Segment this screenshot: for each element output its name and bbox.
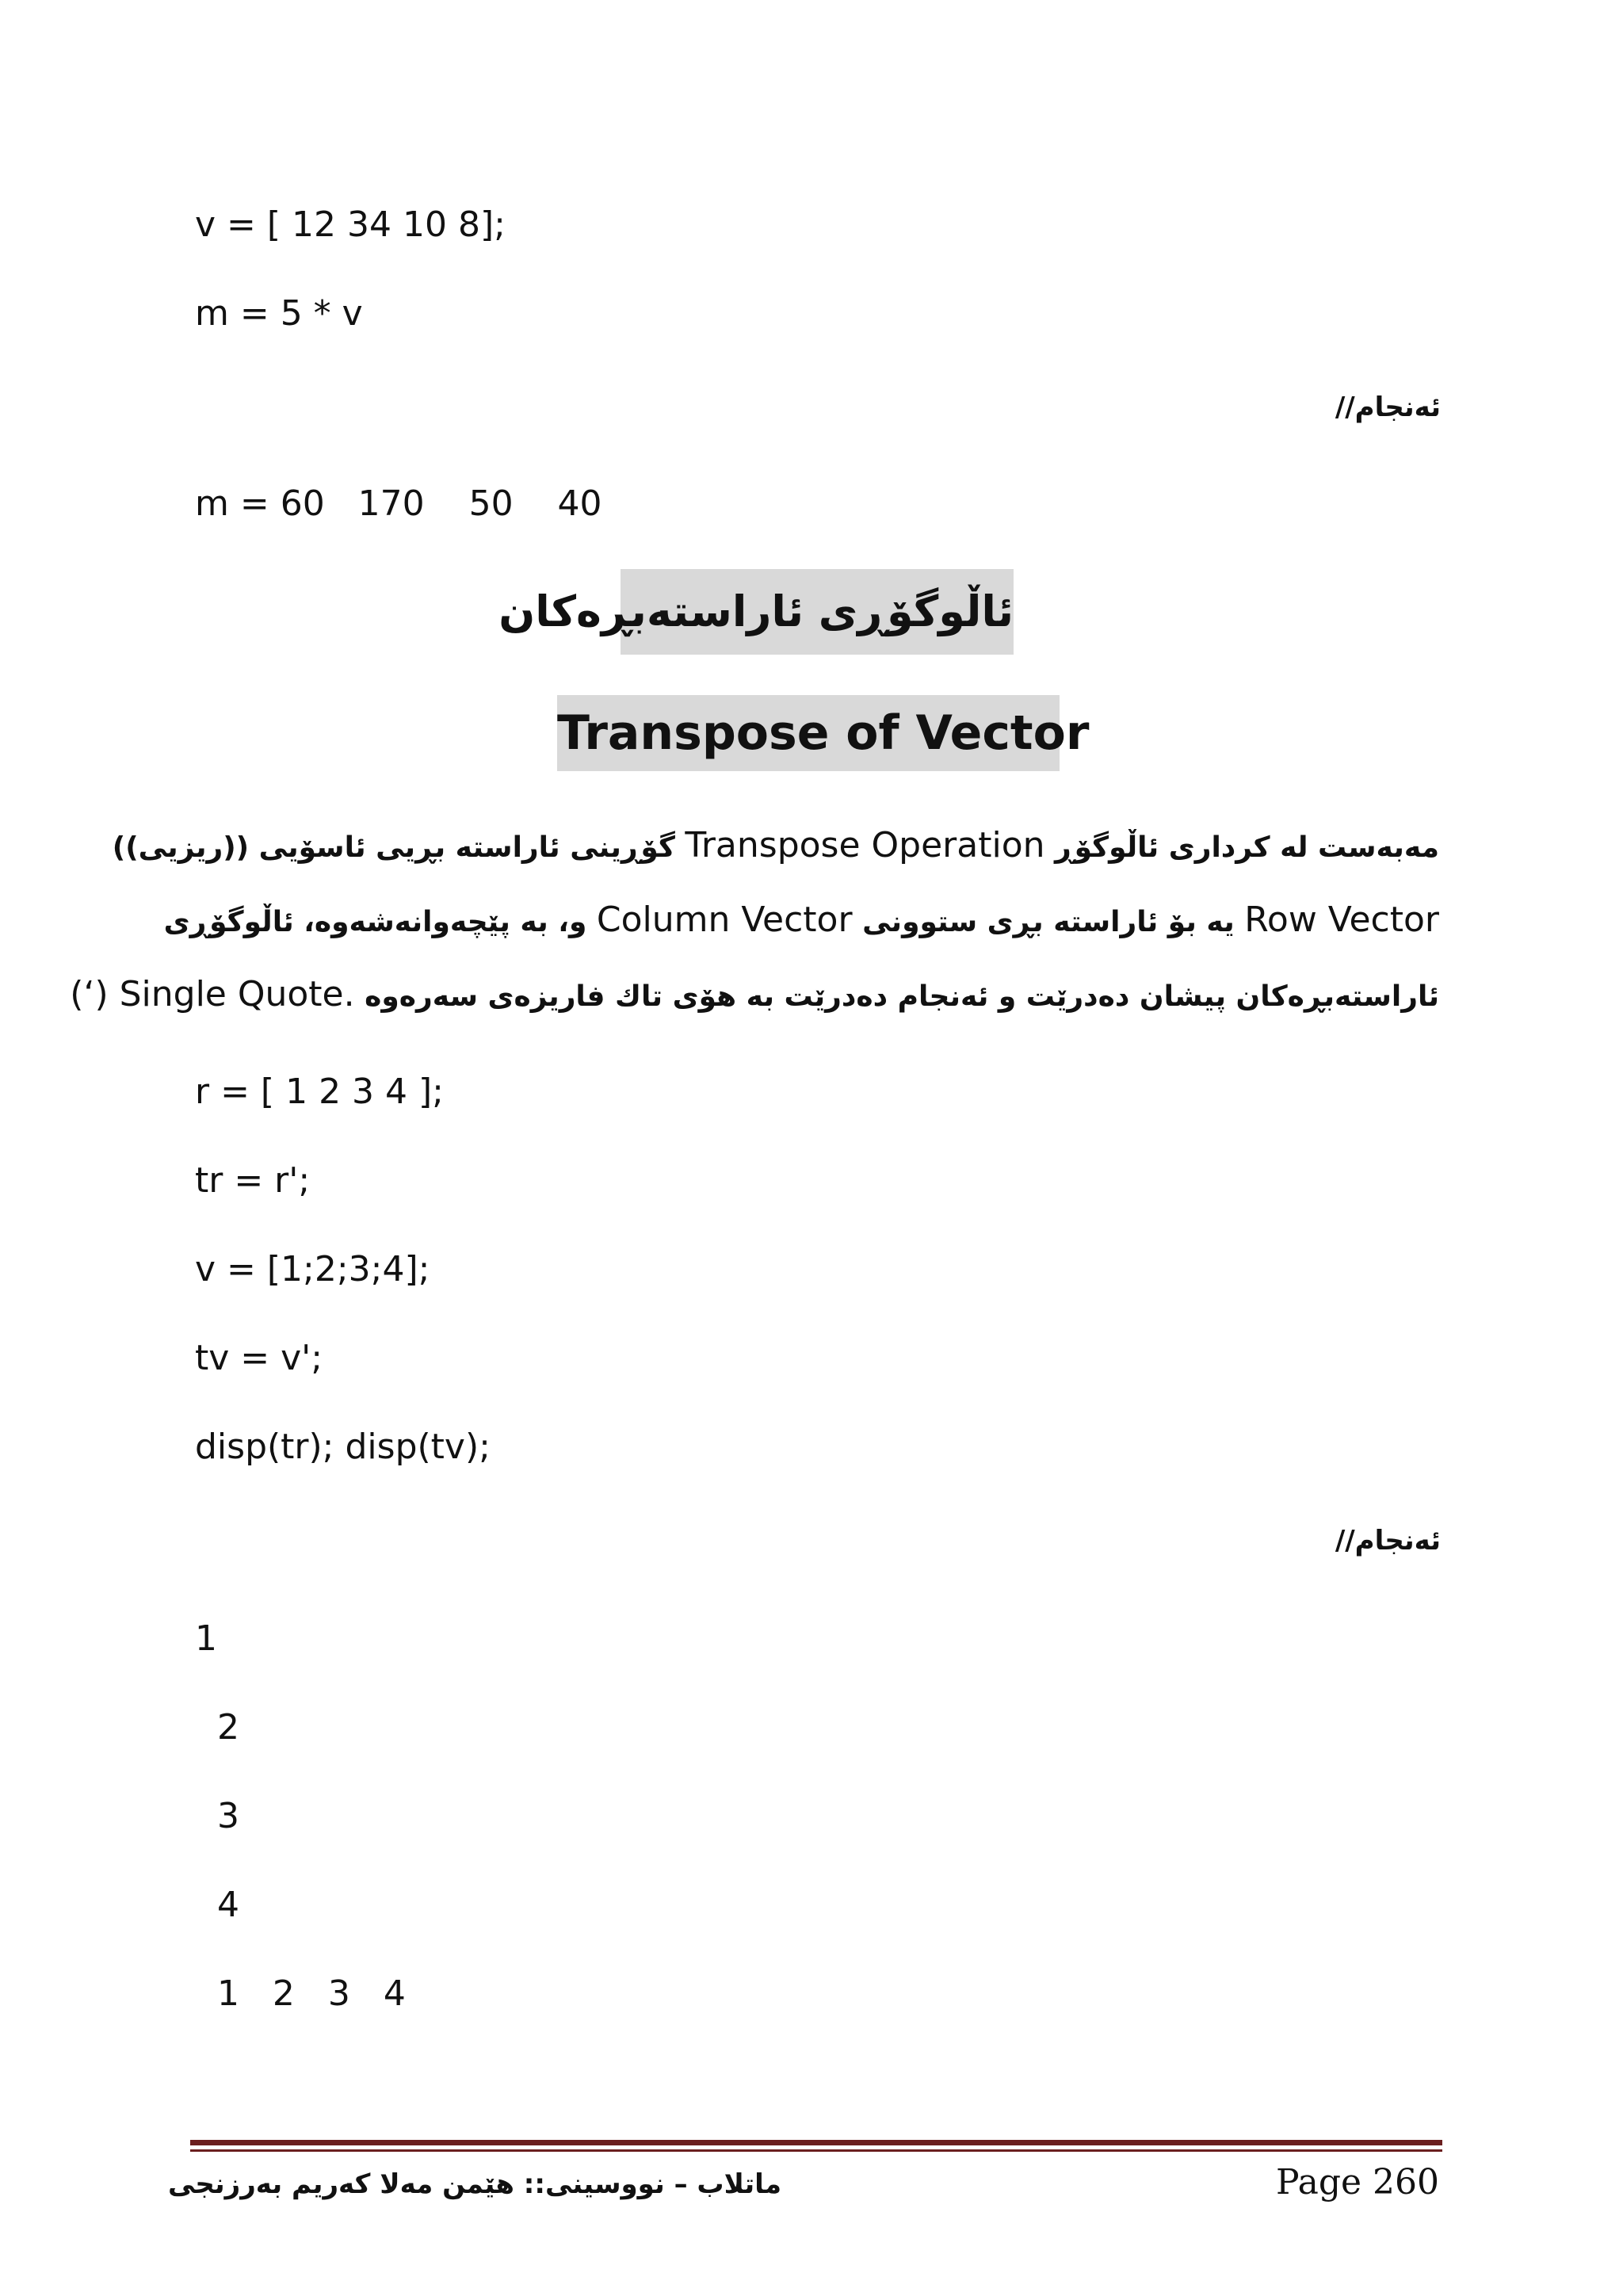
code-line: disp(tr); disp(tv);: [195, 1427, 491, 1467]
footer-author: ماتلاب – نووسینی:: هێمن مەلا کەریم بەرزنجی: [167, 2168, 781, 2200]
paragraph-line: ئاراستەبڕەکان پیشان دەدرێت و ئەنجام دەدرێت بە هۆی تاك فاریزەی سەرەوە (‘) Single Quote.: [70, 974, 1439, 1014]
section-heading-kurdish: ئاڵوگۆڕی ئاراستەبڕەکان: [621, 569, 1014, 655]
term-transpose-operation: Transpose Operation: [685, 825, 1045, 865]
footer-divider: [190, 2140, 1442, 2145]
term-single-quote: (‘) Single Quote.: [70, 974, 355, 1014]
code-line: r = [ 1 2 3 4 ];: [195, 1072, 444, 1112]
term-row-vector: Row Vector: [1244, 900, 1439, 940]
result-line: m = 60 170 50 40: [195, 483, 602, 524]
result-line: 1 2 3 4: [195, 1973, 406, 2014]
result-label: ئەنجام//: [1335, 392, 1441, 423]
code-line: m = 5 * v: [195, 293, 363, 334]
footer-divider: [190, 2149, 1442, 2152]
code-line: v = [1;2;3;4];: [195, 1249, 430, 1289]
term-column-vector: Column Vector: [596, 900, 853, 940]
code-line: tv = v';: [195, 1338, 323, 1378]
code-line: tr = r';: [195, 1160, 311, 1201]
page-number: Page 260: [1275, 2162, 1439, 2202]
description-paragraph: [70, 808, 1439, 1032]
result-line: 3: [195, 1796, 239, 1836]
code-line: v = [ 12 34 10 8];: [195, 204, 506, 245]
section-heading-english: Transpose of Vector: [557, 695, 1060, 771]
paragraph-line: Row Vector یە بۆ ئاراستە بڕی ستوونی Column Vector و، بە پێچەوانەشەوە، ئاڵوگۆڕی: [163, 900, 1439, 940]
result-label: ئەنجام//: [1335, 1525, 1441, 1557]
result-line: 4: [195, 1885, 239, 1925]
result-line: 2: [195, 1707, 239, 1748]
paragraph-line: مەبەست لە کرداری ئاڵوگۆڕ Transpose Operation گۆڕینی ئاراستە بڕیی ئاسۆیی ((ریزیی)): [112, 825, 1439, 865]
result-line: 1: [195, 1618, 217, 1659]
